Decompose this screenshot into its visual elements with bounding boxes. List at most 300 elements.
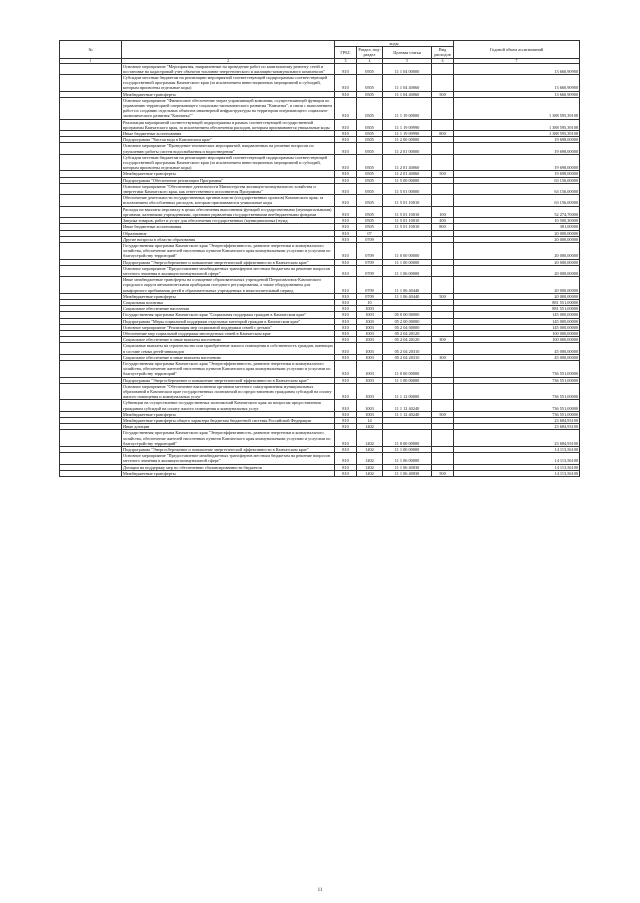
row-sum-cell: 13 660,90900 <box>454 91 580 97</box>
row-csr-cell: 11 1 00 00000 <box>383 447 432 453</box>
row-grbs-cell: 810 <box>335 447 357 453</box>
row-sum-cell: 14 113,56100 <box>454 447 580 453</box>
row-razdel-cell: 1003 <box>357 360 383 377</box>
row-grbs-cell: 810 <box>335 131 357 137</box>
row-number-cell <box>60 154 122 171</box>
row-name-cell: Межбюджетные трансферты <box>122 411 335 417</box>
row-grbs-cell: 810 <box>335 470 357 476</box>
row-name-cell: Межбюджетные трансферты <box>122 470 335 476</box>
row-razdel-cell: 1003 <box>357 343 383 354</box>
row-vr-cell: 500 <box>432 91 454 97</box>
row-razdel-cell: 0505 <box>357 206 383 217</box>
row-csr-cell: 11 1 06 40030 <box>383 464 432 470</box>
row-grbs-cell: 810 <box>335 464 357 470</box>
row-sum-cell: 20 000,00000 <box>454 236 580 242</box>
row-number-cell <box>60 277 122 294</box>
table-row <box>60 470 580 476</box>
header-csr: Целевая статья <box>383 47 432 58</box>
row-sum-cell: 881 551,00000 <box>454 299 580 305</box>
row-name-cell: Государственная программа Камчатского края "Энергоэффективность, развитие энергетики и коммунального хозяйства, обеспечение жителей населенных пунктов Камчатского края коммунальными услугами и услугами по благоустройству территорий" <box>122 430 335 447</box>
table-row <box>60 63 580 74</box>
row-razdel-cell: 0505 <box>357 218 383 224</box>
row-csr-cell: 11 1 00 00000 <box>383 259 432 265</box>
row-csr-cell: 11 2 00 00000 <box>383 137 432 143</box>
row-csr-cell: 11 1 04 40060 <box>383 91 432 97</box>
row-sum-cell: 1 388 595,39108 <box>454 97 580 119</box>
row-razdel-cell: 0505 <box>357 177 383 183</box>
row-name-cell: Основное мероприятие "Предоставление межбюджетных трансфертов местным бюджетам на решение вопросов местного значения в жилищно-коммунальной сфере" <box>122 265 335 276</box>
row-csr-cell: 11 0 00 00000 <box>383 242 432 259</box>
row-vr-cell <box>432 63 454 74</box>
row-csr-cell: 11 5 00 00000 <box>383 177 432 183</box>
row-csr-cell: 11 1 06 40030 <box>383 470 432 476</box>
row-grbs-cell: 810 <box>335 324 357 330</box>
row-name-cell: Государственная программа Камчатского края "Социальная поддержка граждан в Камчатском крае" <box>122 312 335 318</box>
row-sum-cell: 23 684,93100 <box>454 430 580 447</box>
row-sum-cell: 23 684,93100 <box>454 418 580 424</box>
row-vr-cell: 800 <box>432 131 454 137</box>
col-num: 1 <box>60 58 122 63</box>
row-sum-cell: 13 660,90900 <box>454 63 580 74</box>
row-razdel-cell: 1003 <box>357 354 383 360</box>
table-header <box>60 41 580 64</box>
row-razdel-cell: 0709 <box>357 259 383 265</box>
row-vr-cell <box>432 183 454 194</box>
row-grbs-cell: 810 <box>335 312 357 318</box>
row-vr-cell: 300 <box>432 337 454 343</box>
row-sum-cell: 381,00000 <box>454 224 580 230</box>
row-razdel-cell: 0709 <box>357 236 383 242</box>
row-name-cell: Субвенции на осуществление государственных полномочий Камчатского края по вопросам предоставления гражданам субсидий на оплату жилого помещения и коммунальных услуг <box>122 400 335 411</box>
row-sum-cell: 20 000,00000 <box>454 265 580 276</box>
row-sum-cell: 736 551,00000 <box>454 411 580 417</box>
row-vr-cell <box>432 154 454 171</box>
row-csr-cell: 11 1 19 00000 <box>383 97 432 119</box>
row-grbs-cell: 810 <box>335 418 357 424</box>
row-grbs-cell: 810 <box>335 277 357 294</box>
row-grbs-cell: 810 <box>335 171 357 177</box>
row-csr-cell: 11 5 01 10010 <box>383 206 432 217</box>
row-number-cell <box>60 119 122 130</box>
row-grbs-cell: 810 <box>335 265 357 276</box>
row-grbs-cell: 810 <box>335 206 357 217</box>
header-number: № <box>60 41 122 59</box>
row-number-cell <box>60 75 122 92</box>
row-grbs-cell: 810 <box>335 91 357 97</box>
table-row <box>60 277 580 294</box>
row-name-cell: Основное мероприятие "Предоставление межбюджетных трансфертов местным бюджетам на решение вопросов местного значения в жилищно-коммунальной сфере" <box>122 453 335 464</box>
row-name-cell: Межбюджетные трансферты <box>122 293 335 299</box>
table-row <box>60 383 580 400</box>
row-sum-cell: 881 551,00000 <box>454 306 580 312</box>
row-vr-cell: 500 <box>432 171 454 177</box>
row-vr-cell <box>432 97 454 119</box>
row-sum-cell: 13 660,90900 <box>454 75 580 92</box>
row-name-cell: Субсидии местным бюджетам на реализацию мероприятий соответствующей подпрограммы соответствующей государственной программы Камчатского края (за исключением инвестиционных мероприятий и субсидий, которым присвоены отдельные коды) <box>122 75 335 92</box>
row-number-cell <box>60 195 122 206</box>
row-name-cell: Иные бюджетные ассигнования <box>122 224 335 230</box>
row-grbs-cell: 810 <box>335 75 357 92</box>
row-grbs-cell: 810 <box>335 177 357 183</box>
row-grbs-cell: 810 <box>335 97 357 119</box>
row-number-cell <box>60 470 122 476</box>
row-grbs-cell: 810 <box>335 306 357 312</box>
row-csr-cell: 11 1 12 40240 <box>383 411 432 417</box>
row-csr-cell: 05 0 00 00000 <box>383 312 432 318</box>
row-name-cell: Подпрограмма "Энергосбережение и повышение энергетической эффективности в Камчатском крае" <box>122 447 335 453</box>
row-name-cell: Межбюджетные трансферты <box>122 171 335 177</box>
row-csr-cell: 05 2 04 20120 <box>383 330 432 336</box>
row-name-cell: Основное мероприятие "Реализация мер социальной поддержки семей с детьми" <box>122 324 335 330</box>
row-csr-cell: 11 1 19 09990 <box>383 131 432 137</box>
row-csr-cell: 11 5 01 00000 <box>383 183 432 194</box>
row-number-cell <box>60 183 122 194</box>
table-row <box>60 242 580 259</box>
row-razdel-cell: 0505 <box>357 195 383 206</box>
row-name-cell: Подпрограмма "Чистая вода в Камчатском крае" <box>122 137 335 143</box>
header-razdel: Раздел, под-раздел <box>358 47 381 58</box>
row-grbs-cell: 810 <box>335 343 357 354</box>
row-razdel-cell: 0505 <box>357 75 383 92</box>
row-razdel-cell: 0505 <box>357 137 383 143</box>
row-sum-cell: 736 551,00000 <box>454 383 580 400</box>
row-csr-cell: 05 2 04 00000 <box>383 324 432 330</box>
table-row <box>60 453 580 464</box>
row-sum-cell: 1 388 595,39108 <box>454 131 580 137</box>
row-name-cell: Иные бюджетные ассигнования <box>122 131 335 137</box>
row-razdel-cell: 07 <box>357 230 383 236</box>
row-vr-cell <box>432 143 454 154</box>
row-name-cell: Обеспечение деятельности государственных органов власти (государственных органов) Камчатского края, за исключением обособленных расходов, которым присваиваются уникальные коды <box>122 195 335 206</box>
row-csr-cell: 11 2 01 40060 <box>383 154 432 171</box>
row-sum-cell: 14 113,56100 <box>454 464 580 470</box>
row-sum-cell: 19 698,00000 <box>454 154 580 171</box>
row-grbs-cell: 810 <box>335 259 357 265</box>
row-sum-cell: 63 156,00000 <box>454 183 580 194</box>
row-vr-cell <box>432 430 454 447</box>
row-sum-cell: 20 000,00000 <box>454 242 580 259</box>
row-number-cell <box>60 360 122 377</box>
row-vr-cell: 800 <box>432 224 454 230</box>
table-row <box>60 195 580 206</box>
row-sum-cell: 736 551,00000 <box>454 377 580 383</box>
row-razdel-cell: 0709 <box>357 293 383 299</box>
row-name-cell: Основное мероприятие "Финансовое обеспечение затрат управляющей компании, осуществляющей функции по управлению территорией опережающего социально-экономического развития "Камчатка", в связи с выполнением работ по созданию отдельных объектов инженерной инфраструктуры на территории опережающего социально-экономического развития "Камчатка"" <box>122 97 335 119</box>
row-razdel-cell: 1003 <box>357 312 383 318</box>
row-razdel-cell: 0709 <box>357 242 383 259</box>
row-csr-cell: 11 1 04 00000 <box>383 63 432 74</box>
row-grbs-cell: 810 <box>335 383 357 400</box>
table-row <box>60 97 580 119</box>
row-csr-cell: 11 1 06 40440 <box>383 293 432 299</box>
row-csr-cell: 05 2 04 20120 <box>383 337 432 343</box>
row-name-cell: Основное мероприятие "Обеспечение деятельности Министерства жилищно-коммунального хозяйства и энергетики Камчатского края, как ответственного исполнителя Программы" <box>122 183 335 194</box>
row-name-cell: Основное мероприятие "Мероприятия, направленные на проведение работ по капитальному ремонту сетей и постановке на кадастровый учет объектов топливно-энергетического и жилищно-коммунального комплексов" <box>122 63 335 74</box>
row-number-cell <box>60 343 122 354</box>
row-name-cell: Подпрограмма "Обеспечение реализации Программы" <box>122 177 335 183</box>
row-number-cell <box>60 430 122 447</box>
row-sum-cell: 45 000,00000 <box>454 354 580 360</box>
row-sum-cell: 145 000,00000 <box>454 312 580 318</box>
row-name-cell: Иные межбюджетные трансферты на оснащение образовательных учреждений Петропавловск-Камчатского городского округа автоматическими приборами погодного регулирования, а также оборудованием для комфортного пребывания детей в образовательных учреждениях в межотопительный период <box>122 277 335 294</box>
row-razdel-cell: 1003 <box>357 330 383 336</box>
row-csr-cell: 11 5 01 10010 <box>383 195 432 206</box>
row-razdel-cell: 1402 <box>357 464 383 470</box>
col-num: 5 <box>383 58 432 63</box>
row-sum-cell: 63 156,00000 <box>454 177 580 183</box>
row-razdel-cell: 0709 <box>357 277 383 294</box>
row-vr-cell: 100 <box>432 206 454 217</box>
col-num: 3 <box>335 58 357 63</box>
table-row <box>60 206 580 217</box>
row-razdel-cell: 0505 <box>357 154 383 171</box>
col-num: 7 <box>454 58 580 63</box>
row-vr-cell <box>432 360 454 377</box>
header-total: Годовой объем ассигнований <box>454 41 580 59</box>
row-grbs-cell: 810 <box>335 299 357 305</box>
row-grbs-cell: 810 <box>335 183 357 194</box>
row-razdel-cell: 0505 <box>357 131 383 137</box>
row-name-cell: Межбюджетные трансферты <box>122 91 335 97</box>
row-sum-cell: 63 156,00000 <box>454 195 580 206</box>
row-name-cell: Государственная программа Камчатского края "Энергоэффективность, развитие энергетики и коммунального хозяйства, обеспечение жителей населенных пунктов Камчатского края коммунальными услугами и услугами по благоустройству территорий" <box>122 360 335 377</box>
row-grbs-cell: 810 <box>335 224 357 230</box>
row-grbs-cell: 810 <box>335 424 357 430</box>
row-vr-cell <box>432 400 454 411</box>
col-num: 2 <box>122 58 335 63</box>
table-row <box>60 360 580 377</box>
row-sum-cell: 145 000,00000 <box>454 318 580 324</box>
row-grbs-cell: 810 <box>335 377 357 383</box>
row-csr-cell: 11 1 12 00000 <box>383 383 432 400</box>
row-vr-cell <box>432 265 454 276</box>
row-razdel-cell: 1003 <box>357 383 383 400</box>
row-name-cell: Социальное обеспечение и иные выплаты населению <box>122 354 335 360</box>
row-sum-cell: 20 000,00000 <box>454 230 580 236</box>
row-number-cell <box>60 453 122 464</box>
row-sum-cell: 14 113,56100 <box>454 470 580 476</box>
row-csr-cell: 11 1 12 40240 <box>383 400 432 411</box>
budget-table <box>59 40 580 477</box>
row-csr-cell: 05 2 04 20310 <box>383 343 432 354</box>
row-vr-cell <box>432 75 454 92</box>
row-name-cell: Образование <box>122 230 335 236</box>
header-grbs: ГРБС <box>335 47 357 58</box>
row-sum-cell: 100 000,00000 <box>454 337 580 343</box>
row-razdel-cell: 1402 <box>357 453 383 464</box>
row-name-cell: Реализация мероприятий соответствующей подпрограммы в рамках соответствующей государственной программы Камчатского края, за исключением обеспечения расходов, которым присваиваются уникальные коды <box>122 119 335 130</box>
row-sum-cell: 19 698,00000 <box>454 143 580 154</box>
document-page <box>59 40 579 477</box>
row-razdel-cell: 0505 <box>357 171 383 177</box>
table-row <box>60 183 580 194</box>
row-sum-cell: 10 500,30000 <box>454 218 580 224</box>
table-body <box>60 63 580 476</box>
row-sum-cell: 23 684,93100 <box>454 424 580 430</box>
row-number-cell <box>60 97 122 119</box>
row-grbs-cell: 810 <box>335 218 357 224</box>
table-row <box>60 343 580 354</box>
row-vr-cell <box>432 195 454 206</box>
row-csr-cell: 05 2 00 00000 <box>383 318 432 324</box>
row-sum-cell: 45 000,00000 <box>454 343 580 354</box>
row-razdel-cell: 0505 <box>357 97 383 119</box>
row-name-cell: Социальные выплаты на строительство или приобретение жилого помещения в собственность граждан, имеющих в составе семьи детей-инвалидов <box>123 343 333 354</box>
row-razdel-cell: 1402 <box>357 424 383 430</box>
row-vr-cell: 500 <box>432 411 454 417</box>
row-name-cell: Основное мероприятие "Обеспечение выполнения органами местного самоуправления муниципальных образований в Камчатском крае государственных полномочий по предоставлению гражданам субсидий на оплату жилого помещения и коммунальных услуг" <box>122 383 335 400</box>
row-vr-cell <box>432 453 454 464</box>
row-name-cell: Подпрограмма "Энергосбережение и повышение энергетической эффективности в Камчатском крае" <box>122 377 335 383</box>
row-razdel-cell: 1003 <box>357 306 383 312</box>
row-grbs-cell: 810 <box>335 330 357 336</box>
row-name-cell: Подпрограмма "Энергосбережение и повышение энергетической эффективности в Камчатском крае" <box>122 259 335 265</box>
row-csr-cell: 11 1 04 40060 <box>383 75 432 92</box>
row-grbs-cell: 810 <box>335 137 357 143</box>
row-grbs-cell: 810 <box>335 195 357 206</box>
row-grbs-cell: 810 <box>335 154 357 171</box>
row-number-cell <box>60 143 122 154</box>
row-razdel-cell: 0505 <box>357 91 383 97</box>
row-grbs-cell: 810 <box>335 236 357 242</box>
row-razdel-cell: 1003 <box>357 318 383 324</box>
row-sum-cell: 1 388 595,39108 <box>454 119 580 130</box>
page-number: 11 <box>317 888 323 893</box>
row-razdel-cell: 0505 <box>357 183 383 194</box>
row-razdel-cell: 14 <box>357 418 383 424</box>
table-row <box>60 265 580 276</box>
row-csr-cell: 05 2 04 20310 <box>383 354 432 360</box>
row-sum-cell: 736 551,00000 <box>454 360 580 377</box>
row-number-cell <box>60 400 122 411</box>
row-razdel-cell: 0505 <box>357 143 383 154</box>
row-razdel-cell: 1003 <box>357 400 383 411</box>
row-razdel-cell: 1003 <box>357 337 383 343</box>
row-number-cell <box>60 383 122 400</box>
row-csr-cell: 11 5 01 10010 <box>383 218 432 224</box>
row-sum-cell: 20 000,00000 <box>454 293 580 299</box>
table-row <box>60 154 580 171</box>
row-grbs-cell: 810 <box>335 318 357 324</box>
row-csr-cell: 11 2 01 40060 <box>383 171 432 177</box>
col-num: 4 <box>357 58 383 63</box>
row-razdel-cell: 0505 <box>357 63 383 74</box>
row-razdel-cell: 0709 <box>357 265 383 276</box>
row-grbs-cell: 810 <box>335 400 357 411</box>
table-row <box>60 119 580 130</box>
row-name-cell: Другие вопросы в области образования <box>122 236 335 242</box>
row-sum-cell: 100 000,00000 <box>454 330 580 336</box>
table-row <box>60 430 580 447</box>
row-razdel-cell: 1003 <box>357 411 383 417</box>
row-vr-cell: 500 <box>432 470 454 476</box>
row-vr-cell <box>432 242 454 259</box>
row-grbs-cell: 810 <box>335 119 357 130</box>
header-name <box>122 41 335 59</box>
row-grbs-cell: 810 <box>335 337 357 343</box>
row-razdel-cell: 0505 <box>357 224 383 230</box>
row-csr-cell: 11 0 00 00000 <box>383 430 432 447</box>
row-csr-cell: 11 1 19 09990 <box>383 119 432 130</box>
row-sum-cell: 19 698,00000 <box>454 137 580 143</box>
row-name-cell: Обеспечение мер социальной поддержки многодетных семей в Камчатском крае <box>122 330 335 336</box>
row-sum-cell: 14 113,56100 <box>454 453 580 464</box>
row-grbs-cell: 810 <box>335 293 357 299</box>
row-grbs-cell: 810 <box>335 453 357 464</box>
row-grbs-cell: 810 <box>335 411 357 417</box>
row-name-cell: Подпрограмма "Меры социальной поддержки отдельных категорий граждан в Камчатском крае" <box>122 318 335 324</box>
row-grbs-cell: 810 <box>335 354 357 360</box>
row-grbs-cell: 810 <box>335 230 357 236</box>
row-csr-cell: 11 1 06 00000 <box>383 453 432 464</box>
row-vr-cell: 300 <box>432 354 454 360</box>
row-name-cell: Межбюджетные трансферты общего характера бюджетам бюджетной системы Российской Федерации <box>122 418 335 424</box>
row-number-cell <box>60 242 122 259</box>
row-csr-cell: 11 1 00 00000 <box>383 377 432 383</box>
row-name-cell: Дотации на поддержку мер по обеспечению сбалансированности бюджетов <box>122 464 335 470</box>
row-vr-cell <box>432 343 454 354</box>
row-name-cell: Иные дотации <box>122 424 335 430</box>
table-row <box>60 400 580 411</box>
row-name-cell: Социальная политика <box>122 299 335 305</box>
row-vr-cell <box>432 383 454 400</box>
row-grbs-cell: 810 <box>335 430 357 447</box>
table-row <box>60 143 580 154</box>
row-number-cell <box>60 63 122 74</box>
row-razdel-cell: 1003 <box>357 377 383 383</box>
row-sum-cell: 20 000,00000 <box>454 277 580 294</box>
row-razdel-cell: 1003 <box>357 324 383 330</box>
row-sum-cell: 145 000,00000 <box>454 324 580 330</box>
row-vr-cell <box>432 119 454 130</box>
row-razdel-cell: 0505 <box>357 119 383 130</box>
row-name-cell: Закупка товаров, работ и услуг для обеспечения государственных (муниципальных) нужд <box>122 218 335 224</box>
row-name-cell: Государственная программа Камчатского края "Энергоэффективность, развитие энергетики и коммунального хозяйства, обеспечение жителей населенных пунктов Камчатского края коммунальными услугами и услугами по благоустройству территорий" <box>122 242 335 259</box>
row-razdel-cell: 10 <box>357 299 383 305</box>
row-grbs-cell: 810 <box>335 360 357 377</box>
row-name-cell: Расходы на выплаты персоналу в целях обеспечения выполнения функций государственными (муниципальными) органами, казенными учреждениями, органами управления государственными внебюджетными фондами <box>122 206 335 217</box>
row-sum-cell: 20 000,00000 <box>454 259 580 265</box>
header-vr: Вид расходов <box>432 47 454 58</box>
row-vr-cell: 500 <box>432 293 454 299</box>
row-grbs-cell: 810 <box>335 143 357 154</box>
row-name-cell: Субсидии местным бюджетам на реализацию мероприятий соответствующей подпрограммы соответствующей государственной программы Камчатского края (за исключением инвестиционных мероприятий и субсидий, которым присвоены отдельные коды) <box>122 154 335 171</box>
row-csr-cell: 11 1 06 00000 <box>383 265 432 276</box>
row-vr-cell <box>432 277 454 294</box>
row-sum-cell: 736 551,00000 <box>454 400 580 411</box>
row-vr-cell: 200 <box>432 218 454 224</box>
row-name-cell: Основное мероприятие "Проведение технических мероприятий, направленных на решение вопросов по улучшению работы систем водоснабжения и водоотведения" <box>122 143 335 154</box>
row-grbs-cell: 810 <box>335 242 357 259</box>
header-codes: коды <box>335 41 454 47</box>
row-razdel-cell: 1402 <box>357 430 383 447</box>
row-sum-cell: 52 274,70000 <box>454 206 580 217</box>
row-number-cell <box>60 265 122 276</box>
row-csr-cell: 11 0 00 00000 <box>383 360 432 377</box>
row-grbs-cell: 810 <box>335 63 357 74</box>
table-row <box>60 75 580 92</box>
row-name-cell: Социальное обеспечение и иные выплаты населению <box>122 337 335 343</box>
row-razdel-cell: 1402 <box>357 470 383 476</box>
row-csr-cell: 11 1 06 40440 <box>383 277 432 294</box>
row-sum-cell: 19 698,00000 <box>454 171 580 177</box>
row-csr-cell: 11 2 01 00000 <box>383 143 432 154</box>
row-razdel-cell: 1402 <box>357 447 383 453</box>
row-name-cell: Социальное обеспечение населения <box>122 306 335 312</box>
row-number-cell <box>60 206 122 217</box>
col-num: 6 <box>432 58 454 63</box>
row-csr-cell: 11 5 01 10010 <box>383 224 432 230</box>
